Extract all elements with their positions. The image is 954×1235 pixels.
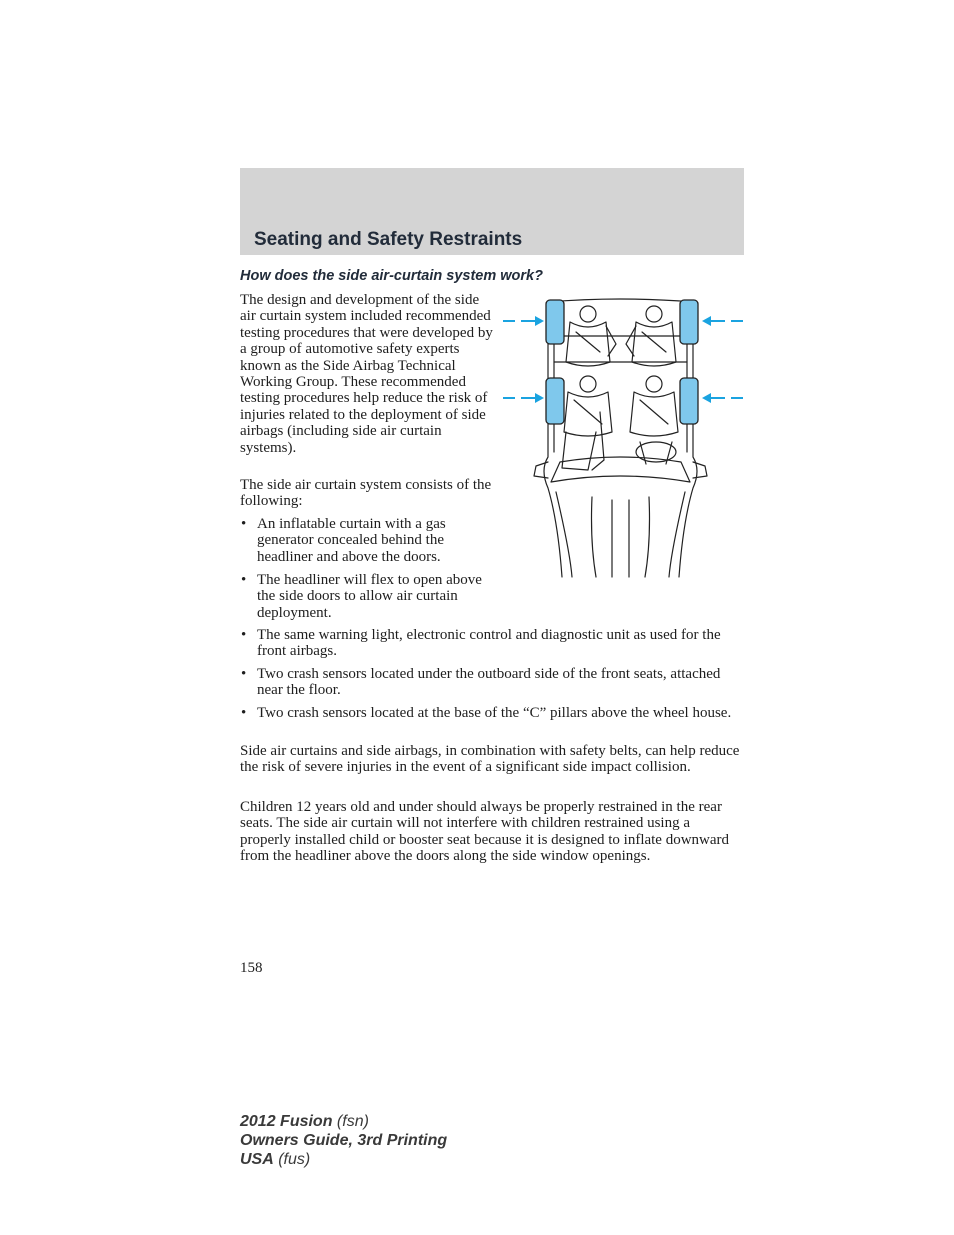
bullet-dot: • xyxy=(241,516,247,532)
bullet-item xyxy=(240,666,744,699)
paragraph-children: Children 12 years old and under should always be properly restrained in the rear seats. The side air curtain will not interfere with children restrained using a properly installed child or booster seat because it is designed to inflate downward from the headliner above the doors along the side window openings. xyxy=(240,799,730,865)
bullet-text: Two crash sensors located at the base of the “C” pillars above the wheel house. xyxy=(257,705,732,721)
bullet-item xyxy=(240,516,497,565)
document-footer xyxy=(240,1112,447,1169)
subheading: How does the side air-curtain system work? xyxy=(240,268,543,284)
footer-line-model: 2012 Fusion (fsn) xyxy=(240,1113,369,1130)
paragraph-combination: Side air curtains and side airbags, in combination with safety belts, can help reduce the risk of severe injuries in the event of a significant side impact collision. xyxy=(240,743,740,776)
bullet-dot: • xyxy=(241,572,247,588)
section-header-band xyxy=(240,168,744,255)
bullet-text: The headliner will flex to open above the side doors to allow air curtain deployment. xyxy=(257,572,482,621)
bullet-text: An inflatable curtain with a gas generator concealed behind the headliner and above the doors. xyxy=(257,516,446,565)
bullet-text: The same warning light, electronic control and diagnostic unit as used for the front airbags. xyxy=(257,627,721,660)
section-title: Seating and Safety Restraints xyxy=(254,229,523,250)
side-air-curtain-diagram xyxy=(500,292,746,582)
bullet-item xyxy=(240,627,744,660)
bullet-item xyxy=(240,705,744,721)
paragraph-intro: The design and development of the side air curtain system included recommended testing procedures that were developed by a group of automotive safety experts known as the Side Airbag Technical Working Group. These recommended testing procedures help reduce the risk of injuries related to the deployment of side airbags (including side air curtain systems). xyxy=(240,292,493,456)
bullet-text: Two crash sensors located under the outboard side of the front seats, attached near the floor. xyxy=(257,666,721,699)
bullet-dot: • xyxy=(241,627,247,643)
page-number: 158 xyxy=(240,960,263,976)
bullet-item xyxy=(240,572,497,621)
bullet-dot: • xyxy=(241,666,247,682)
bullet-dot: • xyxy=(241,705,247,721)
footer-line-guide: Owners Guide, 3rd Printing xyxy=(240,1132,448,1149)
footer-line-market: USA (fus) xyxy=(240,1151,311,1168)
paragraph-consists: The side air curtain system consists of the following: xyxy=(240,477,492,510)
